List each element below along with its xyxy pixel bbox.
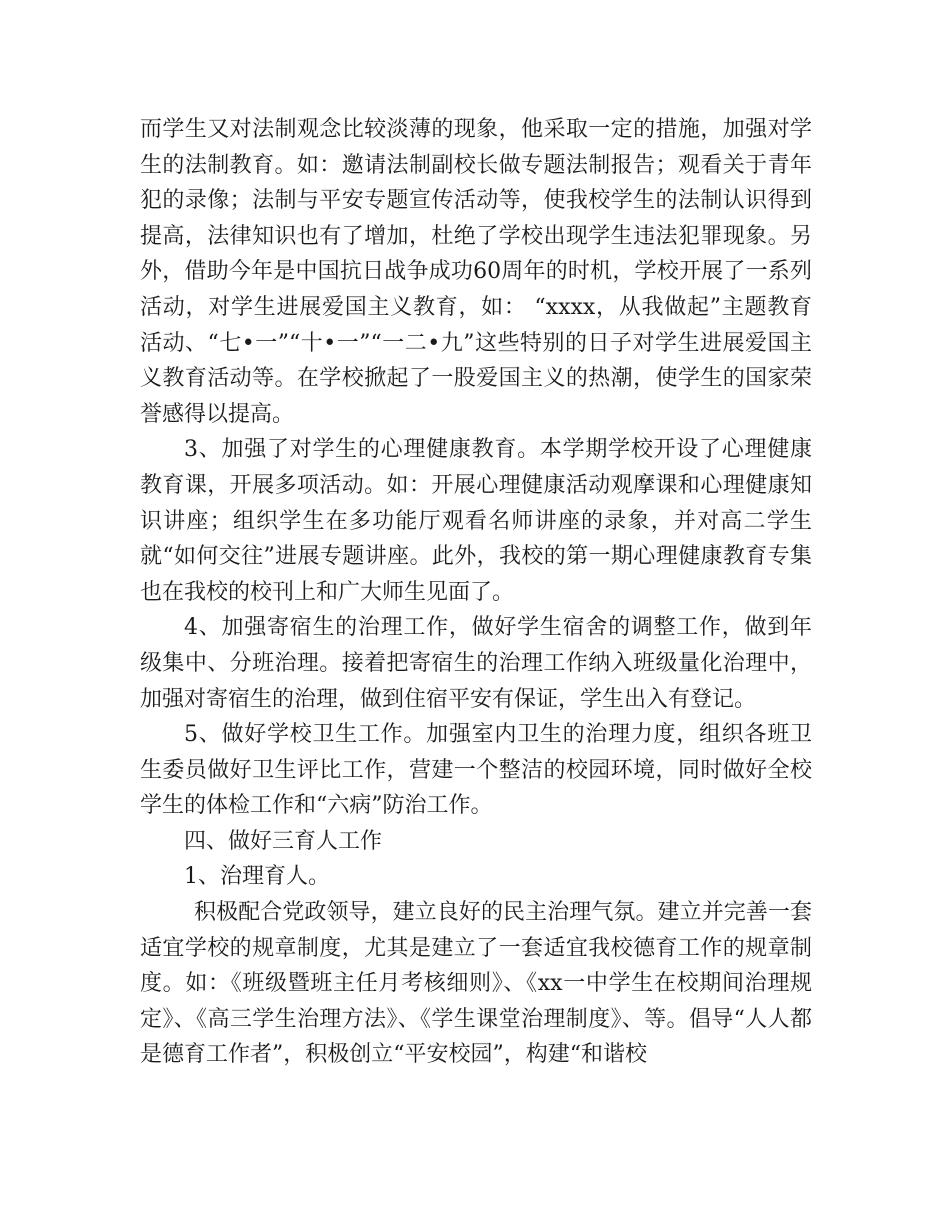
paragraph-boarding-students: 4、加强寄宿生的治理工作，做好学生宿舍的调整工作，做到年级集中、分班治理。接着把寄宿生的治理工作纳入班级量化治理中，加强对寄宿生的治理，做到住宿平安有保证，学生出入有登记。 xyxy=(140,615,812,712)
paragraph-mental-health-education: 3、加强了对学生的心理健康教育。本学期学校开设了心理健康教育课，开展多项活动。如：开展心理健康活动观摩课和心理健康知识讲座；组织学生在多功能厅观看名师讲座的录象，并对高二学生就“如何交往”进展专题讲座。此外，我校的第一期心理健康教育专集也在我校的校刊上和广大师生见面了。 xyxy=(140,437,812,605)
subheading-management-education: 1、治理育人。 xyxy=(184,864,330,890)
paragraph-school-hygiene: 5、做好学校卫生工作。加强室内卫生的治理力度，组织各班卫生委员做好卫生评比工作，营建一个整洁的校园环境，同时做好全校学生的体检工作和“六病”防治工作。 xyxy=(140,722,812,819)
paragraph-management-details: 积极配合党政领导，建立良好的民主治理气氛。建立并完善一套适宜学校的规章制度，尤其是建立了一套适宜我校德育工作的规章制度。如：《班级暨班主任月考核细则》、《xx一中学生在校期间治理规定》、《高三学生治理方法》、《学生课堂治理制度》、等。倡导“人人都是德育工作者”，积极创立“平安校园”，构建“和谐校 xyxy=(140,900,812,1068)
document-body xyxy=(140,112,812,1073)
section-heading-three-education: 四、做好三育人工作 xyxy=(184,828,383,854)
paragraph-legal-education-continued: 而学生又对法制观念比较淡薄的现象，他采取一定的措施，加强对学生的法制教育。如：邀请法制副校长做专题法制报告；观看关于青年犯的录像；法制与平安专题宣传活动等，使我校学生的法制认识得到提高，法律知识也有了增加，杜绝了学校出现学生违法犯罪现象。另外，借助今年是中国抗日战争成功60周年的时机，学校开展了一系列活动，对学生进展爱国主义教育，如： “xxxx，从我做起”主题教育活动、“七•一”“十•一”“一二•九”这些特别的日子对学生进展爱国主义教育活动等。在学校掀起了一股爱国主义的热潮，使学生的国家荣誉感得以提高。 xyxy=(140,117,812,427)
